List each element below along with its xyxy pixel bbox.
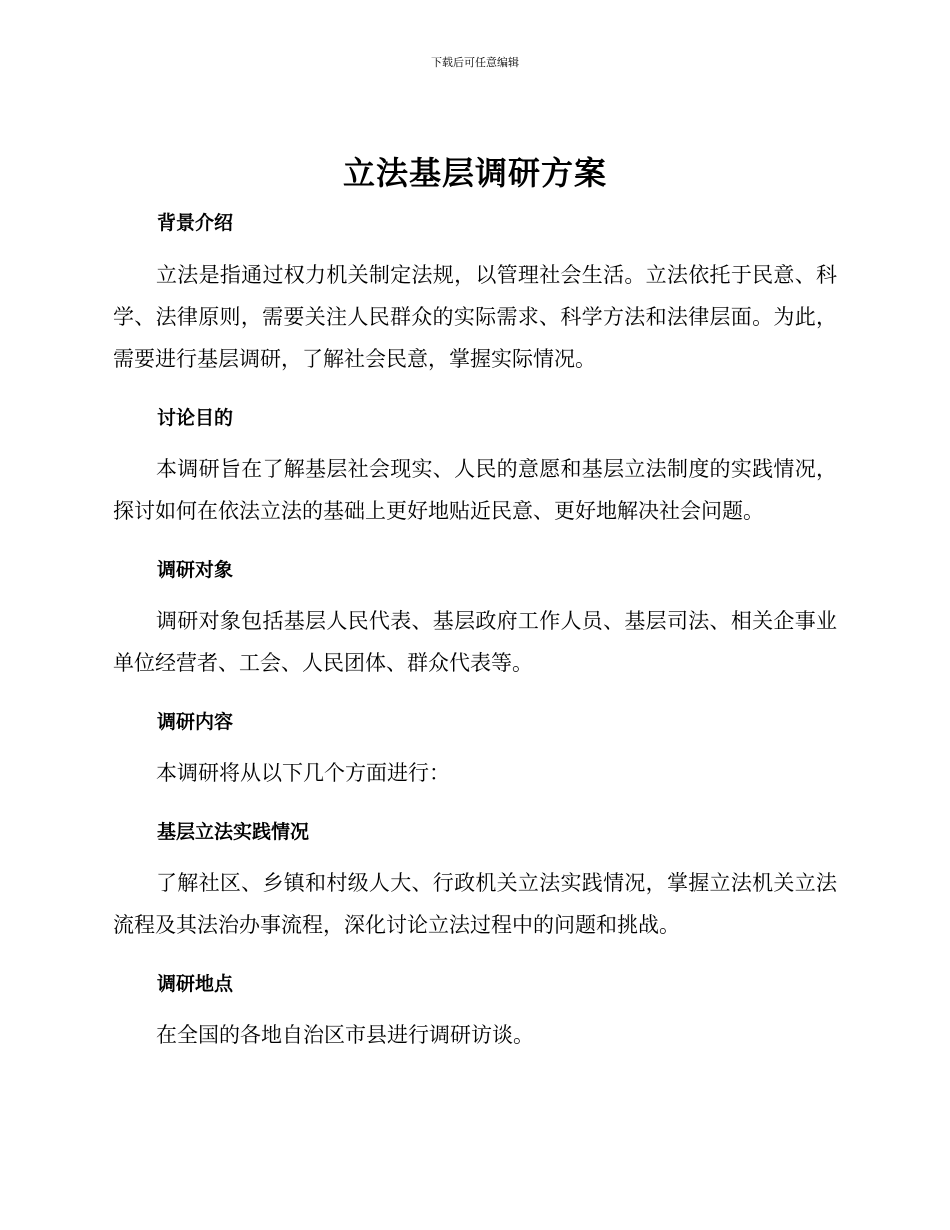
section-heading-subjects: 调研对象 (157, 559, 234, 581)
section-body-content: 本调研将从以下几个方面进行： (156, 761, 450, 785)
section-heading-practice: 基层立法实践情况 (157, 821, 310, 843)
section-body-location: 在全国的各地自治区市县进行调研访谈。 (156, 1023, 534, 1047)
section-heading-location: 调研地点 (157, 973, 234, 995)
section-heading-content: 调研内容 (157, 711, 234, 733)
document-title: 立法基层调研方案 (342, 154, 607, 192)
section-body-practice: 了解社区、乡镇和村级人大、行政机关立法实践情况，掌握立法机关立法流程及其法治办事流程，深化讨论立法过程中的问题和挑战。 (113, 871, 837, 937)
page-header: 下载后可任意编辑 (431, 56, 519, 69)
section-heading-purpose: 讨论目的 (157, 407, 234, 429)
section-body-purpose: 本调研旨在了解基层社会现实、人民的意愿和基层立法制度的实践情况，探讨如何在依法立法的基础上更好地贴近民意、更好地解决社会问题。 (113, 457, 837, 523)
section-heading-background: 背景介绍 (157, 212, 234, 234)
section-body-subjects: 调研对象包括基层人民代表、基层政府工作人员、基层司法、相关企事业单位经营者、工会、人民团体、群众代表等。 (113, 609, 837, 675)
section-body-background: 立法是指通过权力机关制定法规，以管理社会生活。立法依托于民意、科学、法律原则，需要关注人民群众的实际需求、科学方法和法律层面。为此，需要进行基层调研，了解社会民意，掌握实际情况。 (113, 263, 837, 371)
